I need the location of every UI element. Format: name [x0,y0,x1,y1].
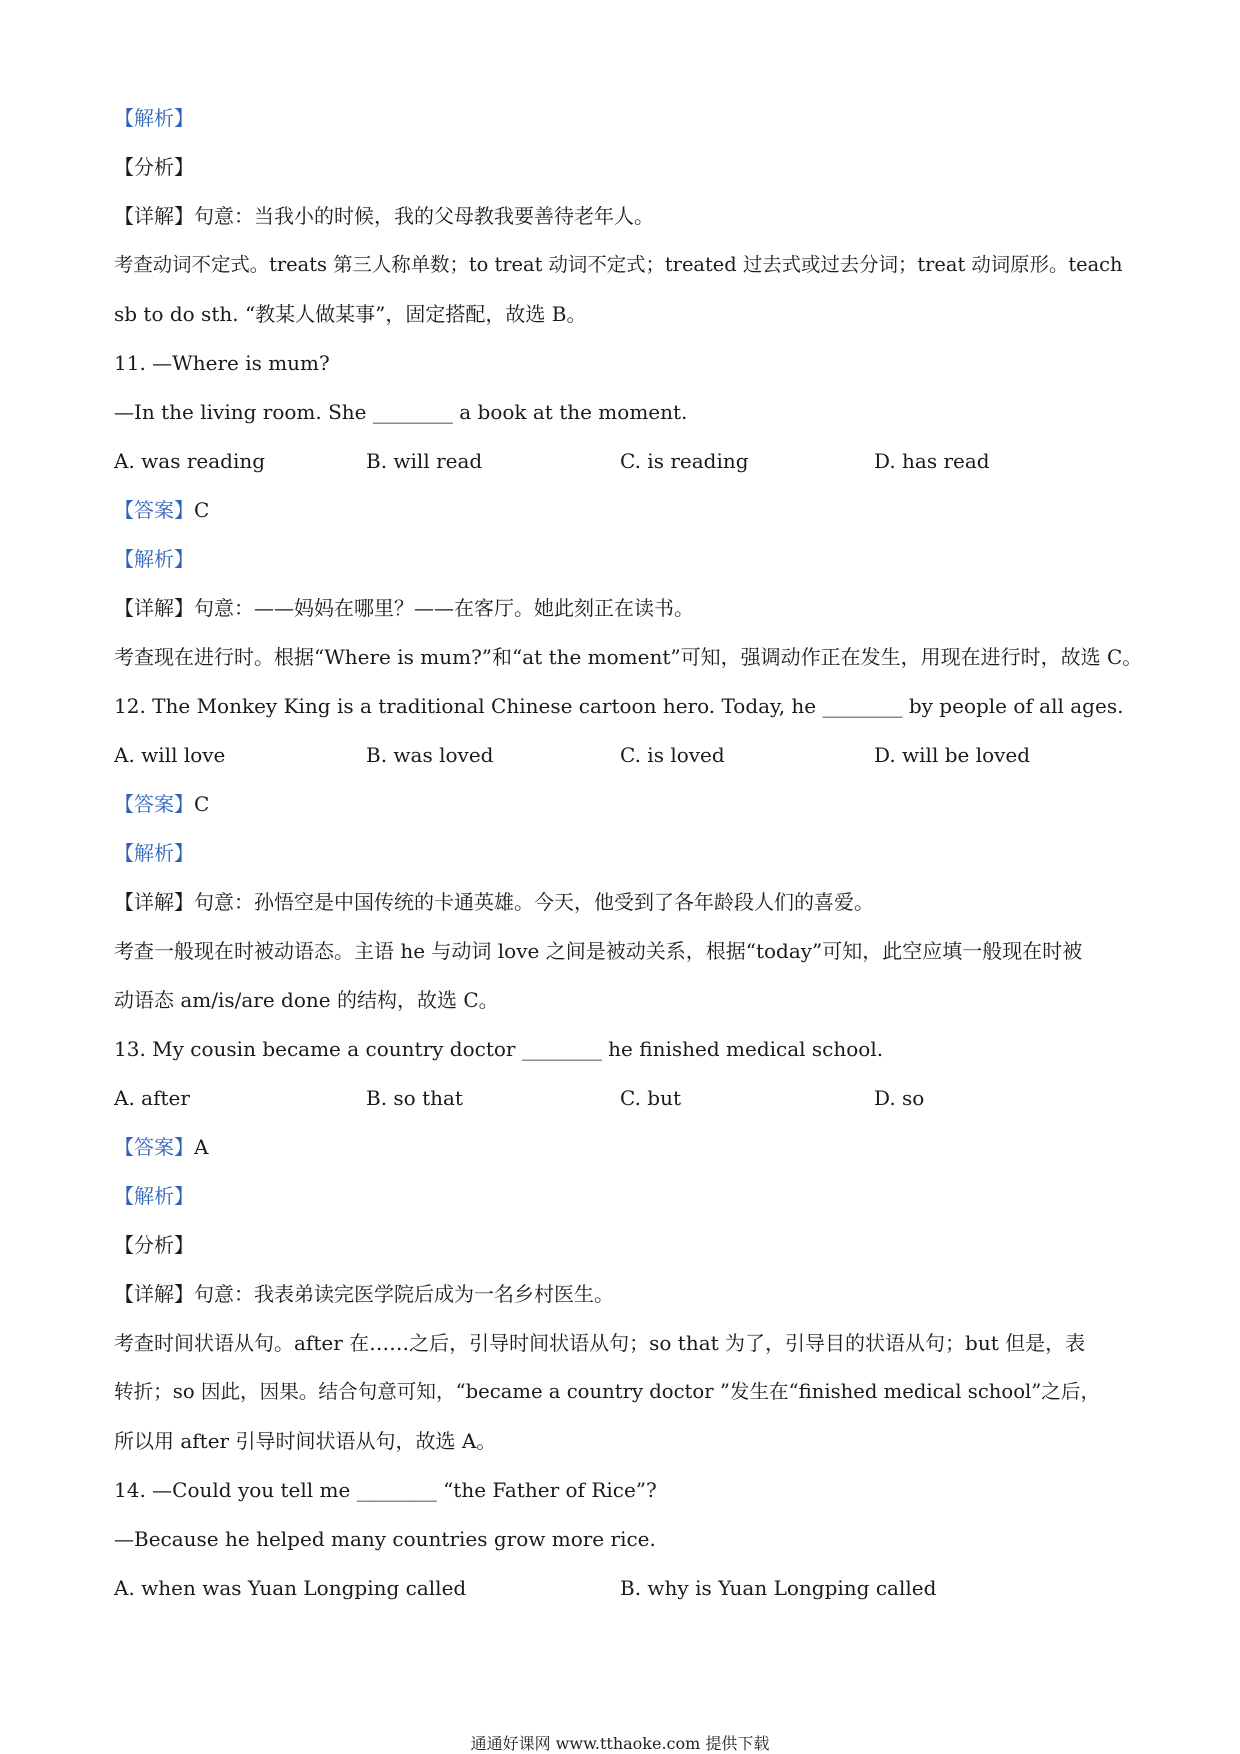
answer-value: C [194,792,210,816]
answer-tag: 【答案】 [114,498,194,522]
answer-tag: 【答案】 [114,1135,194,1159]
explanation-line: 转折；so 因此，因果。结合句意可知，“became a country doctor ”发生在“finished medical school”之后， [114,1380,1101,1403]
jiexi-tag: 【解析】 [114,106,194,130]
option-a: A. after [114,1086,190,1110]
option-b: B. why is Yuan Longping called [620,1576,937,1600]
explanation-line: 考查动词不定式。treats 第三人称单数；to treat 动词不定式；treated 过去式或过去分词；treat 动词原形。teach [114,253,1123,276]
option-b: B. was loved [366,743,494,767]
detail-line: 【详解】句意：——妈妈在哪里？——在客厅。她此刻正在读书。 [114,596,694,620]
option-d: D. has read [874,449,990,473]
explanation-line: 考查一般现在时被动语态。主语 he 与动词 love 之间是被动关系，根据“today”可知，此空应填一般现在时被 [114,939,1083,963]
option-b: B. will read [366,449,483,473]
answer-value: A [194,1135,209,1159]
jiexi-tag: 【解析】 [114,841,194,865]
explanation-line: 考查现在进行时。根据“Where is mum?”和“at the moment”可知，强调动作正在发生，用现在进行时，故选 C。 [114,645,1143,669]
option-b: B. so that [366,1086,463,1110]
explanation-line: sb to do sth. “教某人做某事”，固定搭配，故选 B。 [114,302,587,326]
jiexi-tag: 【解析】 [114,1184,194,1208]
option-c: C. but [620,1086,682,1110]
question-11-stem: 11. —Where is mum? [114,351,330,375]
detail-line: 【详解】句意：我表弟读完医学院后成为一名乡村医生。 [114,1282,614,1306]
answer-line [114,496,209,524]
option-c: C. is reading [620,449,749,473]
answer-value: C [194,498,210,522]
jiexi-tag: 【解析】 [114,547,194,571]
explanation-line: 考查时间状语从句。after 在……之后，引导时间状语从句；so that 为了，引导目的状语从句；but 但是，表 [114,1331,1086,1355]
question-11-answer-line: —In the living room. She ________ a book at the moment. [114,400,688,424]
option-a: A. was reading [114,449,266,473]
option-a: A. when was Yuan Longping called [114,1576,467,1600]
option-d: D. will be loved [874,743,1031,767]
question-13-stem: 13. My cousin became a country doctor ________ he finished medical school. [114,1037,884,1061]
fenxi-tag: 【分析】 [114,155,194,179]
detail-line: 【详解】句意：孙悟空是中国传统的卡通英雄。今天，他受到了各年龄段人们的喜爱。 [114,890,874,914]
question-14-stem: 14. —Could you tell me ________ “the Father of Rice”? [114,1478,657,1502]
explanation-line: 动语态 am/is/are done 的结构，故选 C。 [114,988,499,1012]
answer-line [114,790,209,818]
answer-tag: 【答案】 [114,792,194,816]
question-12-stem: 12. The Monkey King is a traditional Chinese cartoon hero. Today, he ________ by people of all ages. [114,694,1124,718]
explanation-line: 所以用 after 引导时间状语从句，故选 A。 [114,1429,497,1453]
option-a: A. will love [114,743,226,767]
detail-line: 【详解】句意：当我小的时候，我的父母教我要善待老年人。 [114,204,654,228]
page-footer: 通通好课网 www.tthaoke.com 提供下载 [470,1734,770,1753]
fenxi-tag: 【分析】 [114,1233,194,1257]
question-14-answer-line: —Because he helped many countries grow more rice. [114,1527,656,1551]
option-c: C. is loved [620,743,725,767]
answer-line [114,1133,208,1161]
option-d: D. so [874,1086,925,1110]
